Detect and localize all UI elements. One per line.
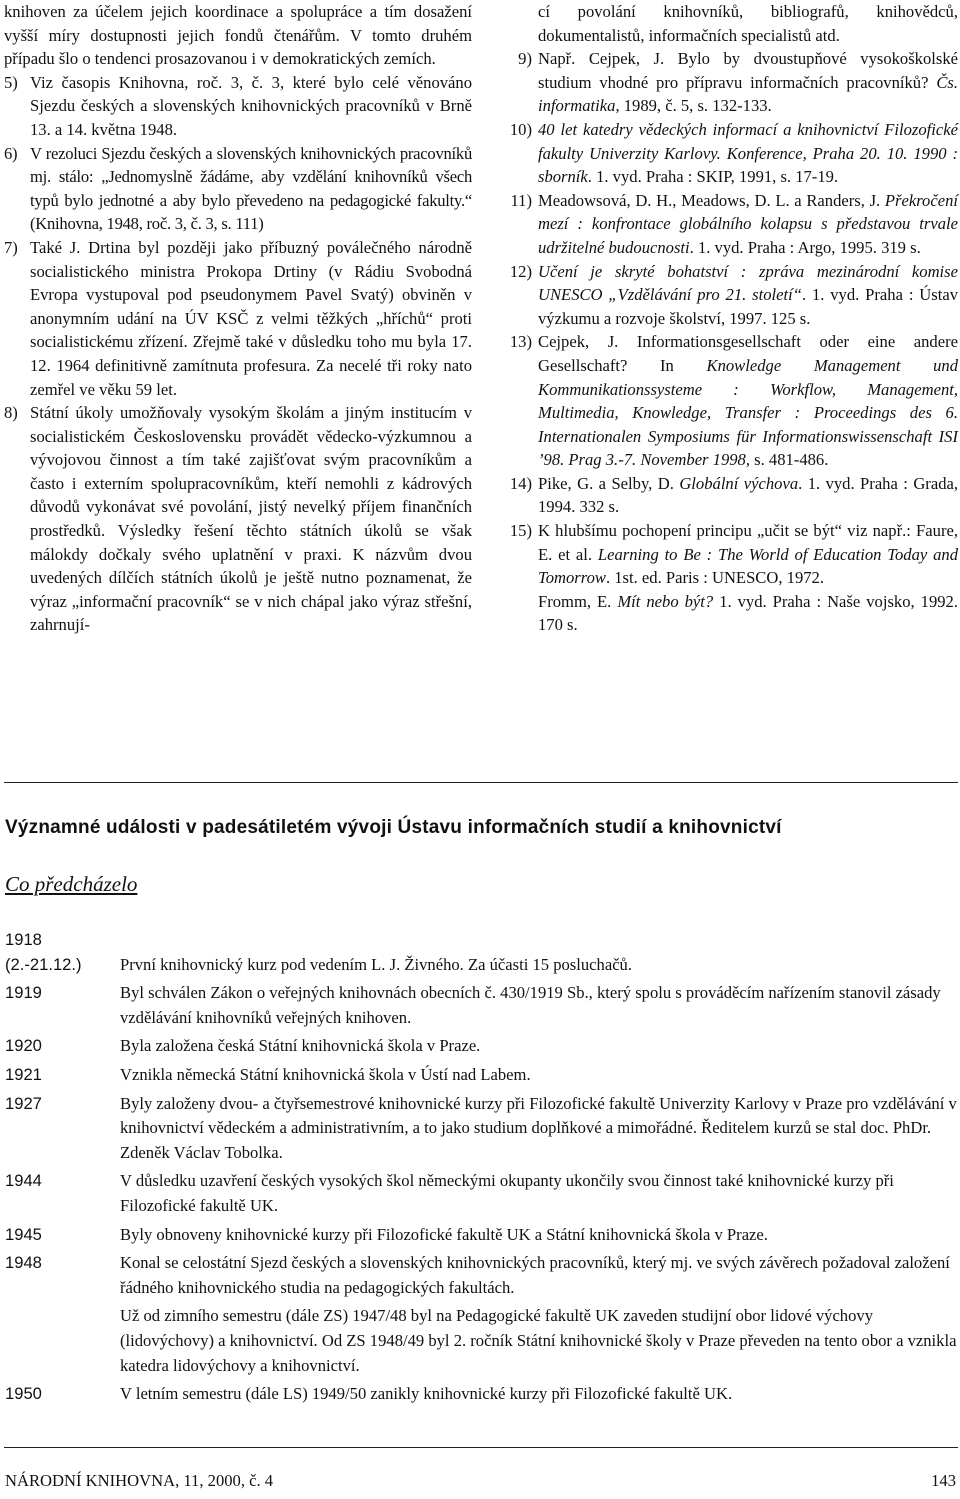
note-number: 5) [4, 72, 18, 92]
note-number: 14) [509, 473, 532, 493]
note-number: 13) [509, 332, 532, 352]
note-continuation: knihoven za účelem jejich koordinace a spolupráce a tím dosažení vyšší míry dostupnosti jejich fondů čtenářům. V tomto druhém případu šlo o tendenci prosazovanou i v demokratických zemích. [4, 2, 472, 69]
footer-rule [4, 1447, 958, 1448]
section-subheading: Co předcházelo [5, 872, 138, 896]
note-15 [496, 519, 958, 590]
timeline-row-1950 [5, 1382, 960, 1407]
timeline-row-1944 [5, 1169, 960, 1218]
note-number: 6) [4, 143, 18, 163]
timeline-row-1948 [5, 1251, 960, 1378]
timeline-year: 1927 [5, 1093, 42, 1113]
timeline-row-1918 [5, 928, 960, 977]
note-5 [4, 71, 472, 142]
note-7 [4, 236, 472, 401]
note-13 [496, 330, 958, 472]
note-continuation: cí povolání knihovníků, bibliografů, knihovědců, dokumentalistů, informačních specialistů atd. [538, 2, 958, 45]
section-heading: Významné události v padesátiletém vývoji Ústavu informačních studií a knihovnictví [5, 817, 782, 838]
divider-rule [4, 782, 958, 783]
timeline-year: 1944 [5, 1171, 42, 1191]
timeline-description: Vznikla německá Státní knihovnická škola v Ústí nad Labem. [120, 1064, 531, 1084]
note-number: 15) [509, 521, 532, 541]
timeline-year: 1921 [5, 1064, 42, 1084]
note-text: K hlubšímu pochopení principu „učit se být“ viz např.: Faure, E. et al. Learning to Be : The World of Education Today and Tomorrow. 1st. ed. Paris : UNESCO, 1972. [538, 521, 958, 588]
note-text: 40 let katedry vědeckých informací a knihovnictví Filozofické fakulty Univerzity Karlovy. Konference, Praha 20. 10. 1990 : sborník. 1. vyd. Praha : SKIP, 1991, s. 17-19. [538, 119, 958, 187]
timeline-year: 1950 [5, 1384, 42, 1404]
note-12 [496, 260, 958, 331]
timeline-description: V důsledku uzavření českých vysokých škol německými okupanty ukončily svou činnost také knihovnické kurzy při Filozofické fakultě UK. [120, 1171, 894, 1215]
timeline-description: Byla založena česká Státní knihovnická škola v Praze. [120, 1036, 481, 1056]
note-14 [496, 472, 958, 519]
note-number: 7) [4, 237, 18, 257]
timeline-row-1945 [5, 1223, 960, 1248]
timeline-description: Byl schválen Zákon o veřejných knihovnách obecních č. 430/1919 Sb., který spolu s prováděcím nařízením stanovil zásady vzdělávání knihovníků veřejných knihoven. [120, 983, 941, 1027]
timeline-year: 1919 [5, 983, 42, 1003]
timeline-description: První knihovnický kurz pod vedením L. J. Živného. Za účasti 15 posluchačů. [120, 954, 632, 974]
note-text: Cejpek, J. Informationsgesellschaft oder eine andere Gesellschaft? In Knowledge Management und Kommunikationssysteme : Workflow, Management, Multimedia, Knowledge, Transfer : Proceedings des 6. Internationalen Symposiums für Informationswissenschaft ISI ’98. Prag 3.-7. November 1998, s. 481-486. [538, 332, 959, 470]
timeline-year: 1948 [5, 1253, 42, 1273]
journal-footer: NÁRODNÍ KNIHOVNA, 11, 2000, č. 4 [5, 1471, 274, 1490]
timeline [5, 928, 960, 1411]
note-text: Meadowsová, D. H., Meadows, D. L. a Randers, J. Překročení mezí : konfrontace globálního kolapsu s představou trvale udržitelné budoucnosti. 1. vyd. Praha : Argo, 1995. 319 s. [538, 190, 958, 257]
notes-column-right [496, 0, 958, 637]
timeline-year: 1945 [5, 1224, 42, 1244]
note-text: Pike, G. a Selby, D. Globální výchova. 1. vyd. Praha : Grada, 1994. 332 s. [538, 473, 959, 517]
note-9 [496, 47, 958, 118]
note-text: Státní úkoly umožňovaly vysokým školám a jiným institucím v socialistickém Československu provádět vědecko-výzkumnou a vývojovou činnost a tím také zajišťovat svým pracovníkům a často i externím spolupracovníkům, kteří nemohli z kádrových důvodů vykonávat své povolání, jistý nevelký příjem finančních prostředků. Výsledky řešení těchto státních úkolů se však málokdy dočkaly svého uplatnění v praxi. K názvům dvou uvedených dílčích státních úkolů je ještě nutno poznamenat, že výraz „informační pracovník“ se v nich chápal jako výraz střešní, zahrnují- [30, 403, 472, 635]
timeline-description: V letním semestru (dále LS) 1949/50 zanikly knihovnické kurzy při Filozofické fakultě UK. [120, 1384, 733, 1404]
note-10 [496, 118, 958, 189]
note-text: Také J. Drtina byl později jako příbuzný poválečného národně socialistického ministra Prokopa Drtiny (v Rádiu Svobodná Evropa vystupoval pod pseudonymem Pavel Svatý) obviněn v anonymním udání na ÚV KSČ z velmi těžkých „hříchů“ proti socialistickému zřízení. Zřejmě také v důsledku toho mu byla 17. 12. 1964 definitivně zamítnuta profesura. Za necelé tři roky nato zemřel ve věku 59 let. [30, 237, 472, 399]
timeline-row-1921 [5, 1063, 960, 1088]
notes-column-left [4, 0, 472, 637]
note-15-continuation: Fromm, E. Mít nebo být? 1. vyd. Praha : Naše vojsko, 1992. 170 s. [538, 591, 958, 635]
timeline-description: Konal se celostátní Sjezd českých a slovenských knihovnických pracovníků, který mj. ve svých závěrech požadoval založení řádného knihovnického studia na pedagogických fakultách. Už od zimního semestru (dále ZS) 1947/48 byl na Pedagogické fakultě UK zaveden studijní obor lidové výchovy (lidovýchovy) a knihovnictví. Od ZS 1948/49 byl 2. ročník Státní knihovnické školy v Praze převeden na tento obor a vznikla katedra lidovýchovy a knihovnictví. [120, 1253, 957, 1375]
timeline-row-1919 [5, 981, 960, 1030]
note-text: Viz časopis Knihovna, roč. 3, č. 3, které bylo celé věnováno Sjezdu českých a slovenských knihovnických pracovníků v Brně 13. a 14. května 1948. [30, 72, 472, 139]
note-11 [496, 189, 958, 260]
timeline-year: 1920 [5, 1036, 42, 1056]
note-text: V rezoluci Sjezdu českých a slovenských knihovnických pracovníků mj. stálo: „Jednomyslně žádáme, aby vzdělání knihovníků všech typů bylo jednotné a aby bylo převedeno na pedagogické fakulty.“ (Knihovna, 1948, roč. 3, č. 3, s. 111) [30, 143, 472, 234]
timeline-description: Byly založeny dvou- a čtyřsemestrové knihovnické kurzy při Filozofické fakultě Univerzity Karlovy v Praze pro vzdělávání v knihovnictví vědeckém a administrativním, a to jako studium doplňkové a mimořádné. Ředitelem kurzů se stal doc. PhDr. Zdeněk Václav Tobolka. [120, 1093, 957, 1162]
page-number: 143 [931, 1471, 956, 1490]
note-text: Učení je skryté bohatství : zpráva mezinárodní komise UNESCO „Vzdělávání pro 21. století“. 1. vyd. Praha : Ústav výzkumu a rozvoje školství, 1997. 125 s. [538, 261, 959, 328]
note-number: 8) [4, 403, 18, 423]
note-number: 11) [510, 190, 532, 210]
timeline-row-1927 [5, 1092, 960, 1166]
note-number: 12) [509, 261, 532, 281]
timeline-description: Byly obnoveny knihovnické kurzy při Filozofické fakultě UK a Státní knihovnická škola v Praze. [120, 1224, 768, 1244]
note-text: Např. Cejpek, J. Bylo by dvoustupňové vysokoškolské studium vhodné pro přípravu informačních pracovníků? Čs. informatika, 1989, č. 5, s. 132-133. [538, 49, 958, 116]
timeline-row-1920 [5, 1034, 960, 1059]
note-6 [4, 142, 472, 236]
timeline-year: 1918 (2.-21.12.) [5, 930, 82, 974]
note-number: 10) [509, 119, 532, 139]
note-number: 9) [518, 49, 532, 69]
note-8 [4, 401, 472, 637]
